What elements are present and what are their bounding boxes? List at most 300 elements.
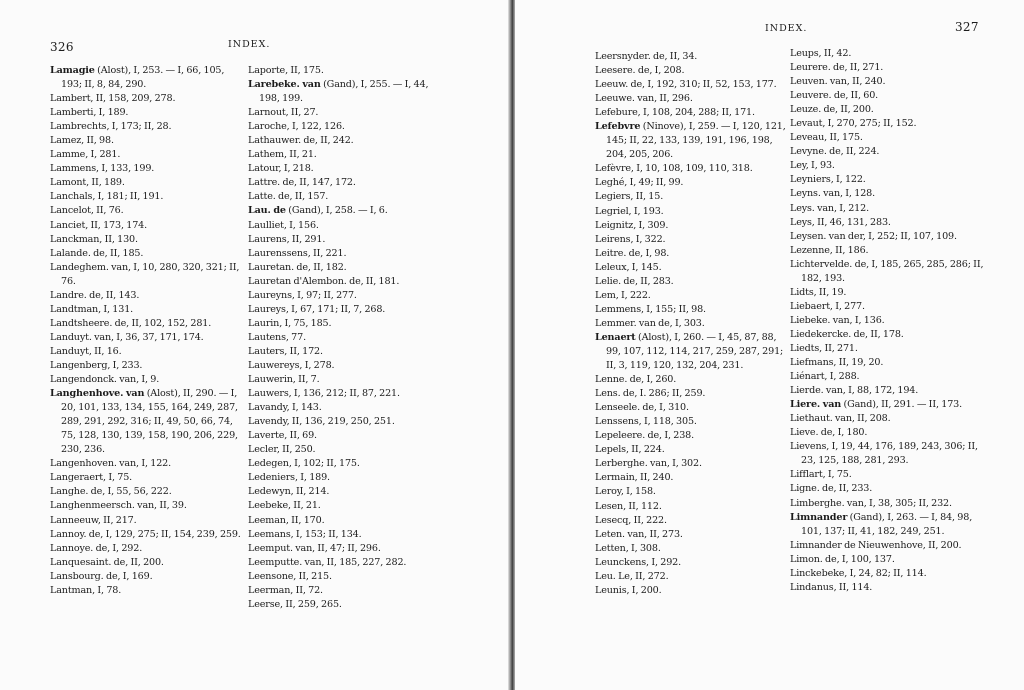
entry-references: . de, II, 200. xyxy=(818,104,874,116)
entry-references: . van, I, 36, 37, 171, 174. xyxy=(88,331,204,343)
index-entry xyxy=(595,92,787,106)
index-entry xyxy=(790,553,984,567)
entry-name: Lavendy xyxy=(248,416,287,428)
entry-references: , II, 271. xyxy=(819,342,858,354)
entry-name: Leitre xyxy=(595,247,624,259)
entry-name: Lauwers xyxy=(248,388,289,400)
entry-name: Lefebvre xyxy=(595,121,641,133)
entry-references: , I, 281. xyxy=(85,149,121,161)
entry-name: Lem xyxy=(595,289,616,301)
entry-references: . de, I, 55, 56, 222. xyxy=(85,486,172,498)
index-entry xyxy=(595,219,787,233)
entry-name: Ley xyxy=(790,160,806,172)
entry-name: Lepels xyxy=(595,444,626,456)
entry-name: Leups xyxy=(790,48,819,59)
entry-references: . van, I, 212. xyxy=(811,202,869,214)
index-entry xyxy=(790,286,984,300)
entry-references: . van de, I, 303. xyxy=(633,317,705,329)
index-entry xyxy=(248,134,444,148)
entry-references: , II, 98. xyxy=(81,135,114,147)
entry-references: , II, 72. xyxy=(290,584,323,596)
entry-references: . de, II, 178. xyxy=(848,328,904,340)
entry-references: . van, I, 136. xyxy=(827,314,885,326)
entry-references: . van, II, 240. xyxy=(824,76,886,88)
entry-name: Lesen xyxy=(595,500,624,512)
entry-references: . de, II, 143. xyxy=(83,289,140,301)
entry-references: , II, 27. xyxy=(285,107,319,119)
index-entry xyxy=(50,528,242,542)
index-entry xyxy=(595,190,787,204)
entry-name: Leyniers xyxy=(790,174,831,186)
index-entry xyxy=(248,106,444,120)
index-entry xyxy=(248,204,444,218)
index-entry xyxy=(50,471,242,485)
entry-references: , II, 200. xyxy=(922,539,962,551)
entry-name: Lamont xyxy=(50,177,87,189)
entry-references: , II, 172. xyxy=(284,345,323,357)
index-entry xyxy=(790,216,984,230)
entry-references: , II, 15. xyxy=(630,191,664,203)
entry-references: . van, I, 10, 280, 320, 321; II, 76. xyxy=(61,261,240,287)
entry-name: Liebaert xyxy=(790,300,830,312)
index-entry xyxy=(248,78,444,106)
entry-name: Leghé xyxy=(595,177,625,189)
entry-references: , II, 19. xyxy=(813,286,847,298)
index-entry xyxy=(248,514,444,528)
entry-references: (Gand), I, 263. — I, 84, 98, 101, 137; II, 41, 182, 249, 251. xyxy=(801,511,973,537)
entry-references: , II, 221. xyxy=(307,247,347,259)
entry-name: Leurere xyxy=(790,62,828,74)
page-number: 327 xyxy=(955,20,979,34)
entry-references: , I, 78. xyxy=(92,584,122,596)
index-entry xyxy=(248,148,444,162)
entry-name: Lelie xyxy=(595,275,619,287)
entry-references: , II, 7. xyxy=(292,374,320,386)
index-entry xyxy=(248,485,444,499)
index-entry xyxy=(248,190,444,204)
index-entry xyxy=(595,331,787,373)
index-entry xyxy=(595,317,787,331)
entry-name: Lemmens xyxy=(595,303,641,315)
entry-name: Larnout xyxy=(248,107,286,119)
index-entry xyxy=(595,570,787,584)
index-entry xyxy=(595,401,787,415)
index-entry xyxy=(50,261,242,289)
index-entry xyxy=(790,300,984,314)
entry-name: Lefèvre xyxy=(595,163,631,175)
entry-references: , II, 272. xyxy=(629,570,669,582)
entry-name: Lathauwer xyxy=(248,135,299,147)
entry-name: Leten xyxy=(595,528,623,540)
index-entry xyxy=(790,440,984,468)
entry-references: , I, 153; II, 134. xyxy=(290,528,362,540)
entry-name: Lenne xyxy=(595,374,625,386)
entry-name: Ledewyn xyxy=(248,486,291,498)
index-entry xyxy=(595,176,787,190)
index-entry xyxy=(595,106,787,120)
entry-name: Lezenne xyxy=(790,244,830,256)
entry-references: , II, 250. xyxy=(276,444,316,456)
index-entry xyxy=(248,162,444,176)
index-entry xyxy=(790,61,984,75)
entry-name: Lemmer xyxy=(595,317,634,329)
entry-references: , I, 19, 44, 176, 189, 243, 306; II, 23, 125, 188, 281, 293. xyxy=(801,441,978,467)
entry-name: Lautens xyxy=(248,331,286,343)
index-entry xyxy=(248,415,444,429)
index-entry xyxy=(790,412,984,426)
index-entry xyxy=(595,233,787,247)
entry-references: , I, 75, 185. xyxy=(279,317,332,329)
index-entry xyxy=(790,426,984,440)
entry-name: Lannoy xyxy=(50,528,84,540)
index-entry xyxy=(790,482,984,496)
entry-references: , I, 181; II, 191. xyxy=(92,191,164,203)
entry-references: . van, I, 9. xyxy=(113,374,160,386)
entry-name: Lamagie xyxy=(50,65,95,76)
entry-references: (Alost), I, 253. — I, 66, 105, 193; II, 8, 84, 290. xyxy=(61,65,225,91)
index-entry xyxy=(50,148,242,162)
index-entry xyxy=(50,106,242,120)
index-entry xyxy=(50,162,242,176)
entry-references: , II, 19, 20. xyxy=(833,357,884,369)
index-entry xyxy=(248,219,444,233)
entry-name: Leysen xyxy=(790,230,824,242)
entry-name: Lens xyxy=(595,388,618,400)
entry-name: Ligne xyxy=(790,483,817,495)
entry-name: Lanquesaint xyxy=(50,556,109,568)
entry-name: Liedts xyxy=(790,342,820,354)
index-entry xyxy=(248,457,444,471)
index-entry xyxy=(50,387,242,457)
entry-name: Leeuw xyxy=(595,79,626,91)
entry-name: Leys xyxy=(790,202,812,214)
index-entry xyxy=(595,514,787,528)
index-entry xyxy=(790,342,984,356)
index-entry xyxy=(790,384,984,398)
entry-references: (Gand), II, 291. — II, 173. xyxy=(841,399,963,411)
entry-references: , II, 189. xyxy=(86,177,125,189)
index-entry xyxy=(248,247,444,261)
entry-references: . de, II, 182. xyxy=(291,261,347,273)
entry-name: Leunckens xyxy=(595,556,647,568)
index-entry xyxy=(790,187,984,201)
entry-references: , II, 21. xyxy=(288,500,321,512)
entry-name: Lindanus xyxy=(790,581,834,593)
index-entry xyxy=(248,471,444,485)
entry-references: , I, 118, 305. xyxy=(638,416,697,428)
entry-references: , I, 308. xyxy=(625,542,661,554)
index-entry xyxy=(50,289,242,303)
index-entry xyxy=(248,598,444,612)
entry-references: , II, 114. xyxy=(833,581,873,593)
entry-name: Ledeniers xyxy=(248,472,295,484)
left-page xyxy=(0,0,511,690)
entry-references: . de, II, 185. xyxy=(87,247,144,259)
entry-references: . de, I, 310. xyxy=(637,402,689,414)
index-entry xyxy=(790,89,984,103)
entry-references: . de, II, 224. xyxy=(823,146,880,158)
entry-references: . de, II, 147, 172. xyxy=(277,177,356,189)
index-entry xyxy=(248,556,444,570)
entry-name: Laulliet xyxy=(248,219,284,231)
entry-references: . de, I, 98. xyxy=(623,247,670,259)
entry-references: . de, I, 260. xyxy=(624,374,677,386)
entry-references: . de, II, 60. xyxy=(828,90,879,102)
entry-references: . de, I, 292. xyxy=(90,542,143,554)
entry-name: Landtman xyxy=(50,303,99,315)
index-entry xyxy=(50,345,242,359)
entry-name: Laureys xyxy=(248,303,286,315)
entry-references: . van, II, 185, 227, 282. xyxy=(299,556,407,568)
entry-references: . de, II, 242. xyxy=(298,135,354,147)
entry-references: , I, 278. xyxy=(299,359,335,371)
entry-name: Langendonck xyxy=(50,374,114,386)
index-column xyxy=(50,64,242,598)
entry-references: , II, 158, 209, 278. xyxy=(90,93,176,105)
index-entry xyxy=(248,443,444,457)
entry-name: Lamberti xyxy=(50,107,94,119)
entry-references: , I, 288. xyxy=(824,371,860,383)
index-entry xyxy=(595,387,787,401)
index-entry xyxy=(790,356,984,370)
entry-name: Lauters xyxy=(248,345,285,357)
entry-name: Leuvere xyxy=(790,90,829,102)
entry-name: Lieve xyxy=(790,427,816,439)
entry-references: , I, 75. xyxy=(103,472,133,484)
entry-name: Lanchals xyxy=(50,191,93,203)
entry-name: Liebeke xyxy=(790,314,828,326)
index-entry xyxy=(50,247,242,261)
index-entry xyxy=(248,373,444,387)
entry-name: Leemputte xyxy=(248,556,300,568)
entry-references: , I, 49; II, 99. xyxy=(624,177,684,189)
entry-references: , I, 309. xyxy=(633,219,669,231)
entry-name: Lalande xyxy=(50,247,88,259)
entry-name: Lau. de xyxy=(248,205,286,217)
entry-name: Leemput xyxy=(248,542,290,554)
index-entry xyxy=(595,373,787,387)
index-entry xyxy=(50,204,242,218)
entry-name: Laporte xyxy=(248,65,286,76)
entry-references: (Alost), II, 290. — I, 20, 101, 133, 134, 155, 164, 249, 287, 289, 291, 292, 316; II, 49, 50, 66, 74, 75, 128, 130, 139, 158, 190, 206, 229, 230, 236. xyxy=(61,388,238,456)
entry-name: Lambert xyxy=(50,93,91,105)
entry-references: , I, 189. xyxy=(294,472,330,484)
index-entry xyxy=(248,303,444,317)
entry-name: Lancelot xyxy=(50,205,91,217)
entry-name: Lanciet xyxy=(50,219,86,231)
index-entry xyxy=(50,176,242,190)
entry-references: , II, 215. xyxy=(293,570,332,582)
entry-name: Levyne xyxy=(790,146,824,158)
entry-references: , I, 145. xyxy=(626,261,662,273)
index-entry xyxy=(790,159,984,173)
entry-references: , II, 170. xyxy=(285,514,325,526)
index-entry xyxy=(790,131,984,145)
index-entry xyxy=(595,275,787,289)
index-entry xyxy=(50,134,242,148)
entry-name: Lansbourg xyxy=(50,570,101,582)
entry-references: . van, I, 302. xyxy=(644,458,702,470)
index-entry xyxy=(248,331,444,345)
entry-references: . de, I, 192, 310; II, 52, 153, 177. xyxy=(625,79,777,91)
entry-references: . van, I, 128. xyxy=(817,188,875,200)
entry-references: , I, 133, 199. xyxy=(96,163,155,175)
entry-name: Langhenmeersch xyxy=(50,500,132,512)
entry-references: (Gand), I, 258. — I, 6. xyxy=(285,205,388,217)
entry-references: . de, II, 102, 152, 281. xyxy=(109,317,212,329)
entry-references: . de, I, 100, 137. xyxy=(819,553,895,565)
entry-references: . de, I, 180. xyxy=(815,427,868,439)
entry-name: Lepeleere xyxy=(595,430,643,442)
index-entry xyxy=(595,303,787,317)
entry-name: Lamme xyxy=(50,149,86,161)
page-number: 326 xyxy=(50,40,74,54)
entry-name: Laurens xyxy=(248,233,287,245)
entry-name: Lavandy xyxy=(248,402,287,414)
index-entry xyxy=(595,120,787,162)
index-entry xyxy=(790,202,984,216)
entry-name: Laverte xyxy=(248,430,285,442)
index-entry xyxy=(595,429,787,443)
index-entry xyxy=(595,415,787,429)
entry-references: , I, 322. xyxy=(630,233,666,245)
index-entry xyxy=(595,556,787,570)
entry-name: Lenaert xyxy=(595,331,636,343)
entry-name: Leignitz xyxy=(595,219,634,231)
entry-references: (Alost), I, 260. — I, 45, 87, 88, 99, 107, 112, 114, 217, 259, 287, 291; II, 3, 119, 120, 132, 204, 231. xyxy=(606,331,784,372)
index-entry xyxy=(50,457,242,471)
entry-references: , I, 173; II, 28. xyxy=(106,121,172,133)
entry-references: . van, II, 39. xyxy=(131,500,187,512)
entry-name: Leemans xyxy=(248,528,291,540)
entry-name: Langenhoven xyxy=(50,458,114,470)
entry-references: , I, 131. xyxy=(98,303,134,315)
entry-references: , I, 136, 212; II, 87, 221. xyxy=(288,388,400,400)
entry-references: . de, II, 200. xyxy=(108,556,164,568)
index-entry xyxy=(248,387,444,401)
entry-references: , I, 10, 108, 109, 110, 318. xyxy=(630,163,753,175)
entry-references: . de, II, 233. xyxy=(816,483,873,495)
entry-name: Lannoye xyxy=(50,542,91,554)
entry-name: Letten xyxy=(595,542,626,554)
entry-name: Lauretan d'Alembon xyxy=(248,275,344,287)
index-entry xyxy=(248,317,444,331)
index-entry xyxy=(248,528,444,542)
entry-references: , II, 112. xyxy=(623,500,662,512)
index-entry xyxy=(595,205,787,219)
index-entry xyxy=(790,244,984,258)
entry-name: Leu. Le xyxy=(595,570,630,582)
entry-name: Leuze xyxy=(790,104,819,116)
index-entry xyxy=(790,567,984,581)
entry-name: Lantman xyxy=(50,584,93,596)
entry-references: , I, 158. xyxy=(620,486,656,498)
entry-name: Latour xyxy=(248,163,279,175)
entry-name: Larebeke. van xyxy=(248,79,321,91)
entry-name: Lathem xyxy=(248,149,284,161)
entry-name: Laroche xyxy=(248,121,287,133)
entry-name: Liénart xyxy=(790,371,825,383)
entry-references: , I, 270, 275; II, 152. xyxy=(822,118,917,130)
entry-references: (Ninove), I, 259. — I, 120, 121, 145; II, 22, 133, 139, 191, 196, 198, 204, 205, 206. xyxy=(606,121,786,161)
index-entry xyxy=(50,190,242,204)
index-entry xyxy=(248,584,444,598)
entry-name: Langhe xyxy=(50,486,86,498)
index-entry xyxy=(50,542,242,556)
index-entry xyxy=(790,539,984,553)
index-entry xyxy=(595,247,787,261)
entry-name: Langeraert xyxy=(50,472,104,484)
entry-references: , II, 291. xyxy=(286,233,326,245)
entry-name: Liefmans xyxy=(790,357,834,369)
entry-references: , II, 76. xyxy=(90,205,124,217)
entry-name: Lambrechts xyxy=(50,121,107,133)
index-entry xyxy=(595,528,787,542)
index-entry xyxy=(248,289,444,303)
entry-references: . van der, I, 252; II, 107, 109. xyxy=(823,230,957,242)
entry-name: Lesecq xyxy=(595,514,629,526)
index-entry xyxy=(595,443,787,457)
entry-references: , I, 155; II, 98. xyxy=(640,303,706,315)
index-entry xyxy=(595,457,787,471)
index-entry xyxy=(50,92,242,106)
entry-name: Lecler xyxy=(248,444,277,456)
index-entry xyxy=(50,120,242,134)
entry-references: . van, II, 273. xyxy=(622,528,683,540)
index-entry xyxy=(595,64,787,78)
entry-references: , II, 46, 131, 283. xyxy=(811,216,891,228)
entry-references: . van, I, 122. xyxy=(113,458,172,470)
index-entry xyxy=(790,145,984,159)
index-entry xyxy=(50,514,242,528)
index-entry xyxy=(790,328,984,342)
entry-references: . van, II, 296. xyxy=(631,93,693,105)
index-entry xyxy=(50,303,242,317)
index-entry xyxy=(790,468,984,482)
entry-name: Legriel xyxy=(595,205,629,217)
index-entry xyxy=(50,233,242,247)
index-entry xyxy=(248,359,444,373)
entry-name: Limnander xyxy=(790,511,848,523)
entry-references: , I, 156. xyxy=(283,219,319,231)
entry-references: , I, 189. xyxy=(93,107,129,119)
entry-name: Lamez xyxy=(50,135,82,147)
entry-name: Lattre xyxy=(248,177,278,189)
entry-name: Liedekercke xyxy=(790,328,849,340)
entry-name: Limberghe xyxy=(790,497,842,509)
index-entry xyxy=(595,584,787,598)
index-entry xyxy=(595,542,787,556)
entry-name: Latte xyxy=(248,191,273,203)
entry-name: Lidts xyxy=(790,286,814,298)
entry-references: , II, 130. xyxy=(99,233,138,245)
entry-references: , I, 24, 82; II, 114. xyxy=(844,567,927,579)
entry-name: Laurenssens xyxy=(248,247,308,259)
index-column xyxy=(790,47,984,595)
entry-references: , I, 122, 126. xyxy=(286,121,345,133)
entry-name: Lievens xyxy=(790,441,827,453)
entry-references: , II, 217. xyxy=(97,514,137,526)
entry-name: Leveau xyxy=(790,132,825,144)
entry-name: Linckebeke xyxy=(790,567,845,579)
entry-name: Landuyt xyxy=(50,345,89,357)
index-entry xyxy=(595,485,787,499)
entry-name: Leleux xyxy=(595,261,627,273)
running-title: INDEX. xyxy=(228,39,271,50)
entry-references: , I, 222. xyxy=(615,289,651,301)
entry-name: Lichtervelde xyxy=(790,258,850,270)
entry-references: , I, 233. xyxy=(107,359,143,371)
